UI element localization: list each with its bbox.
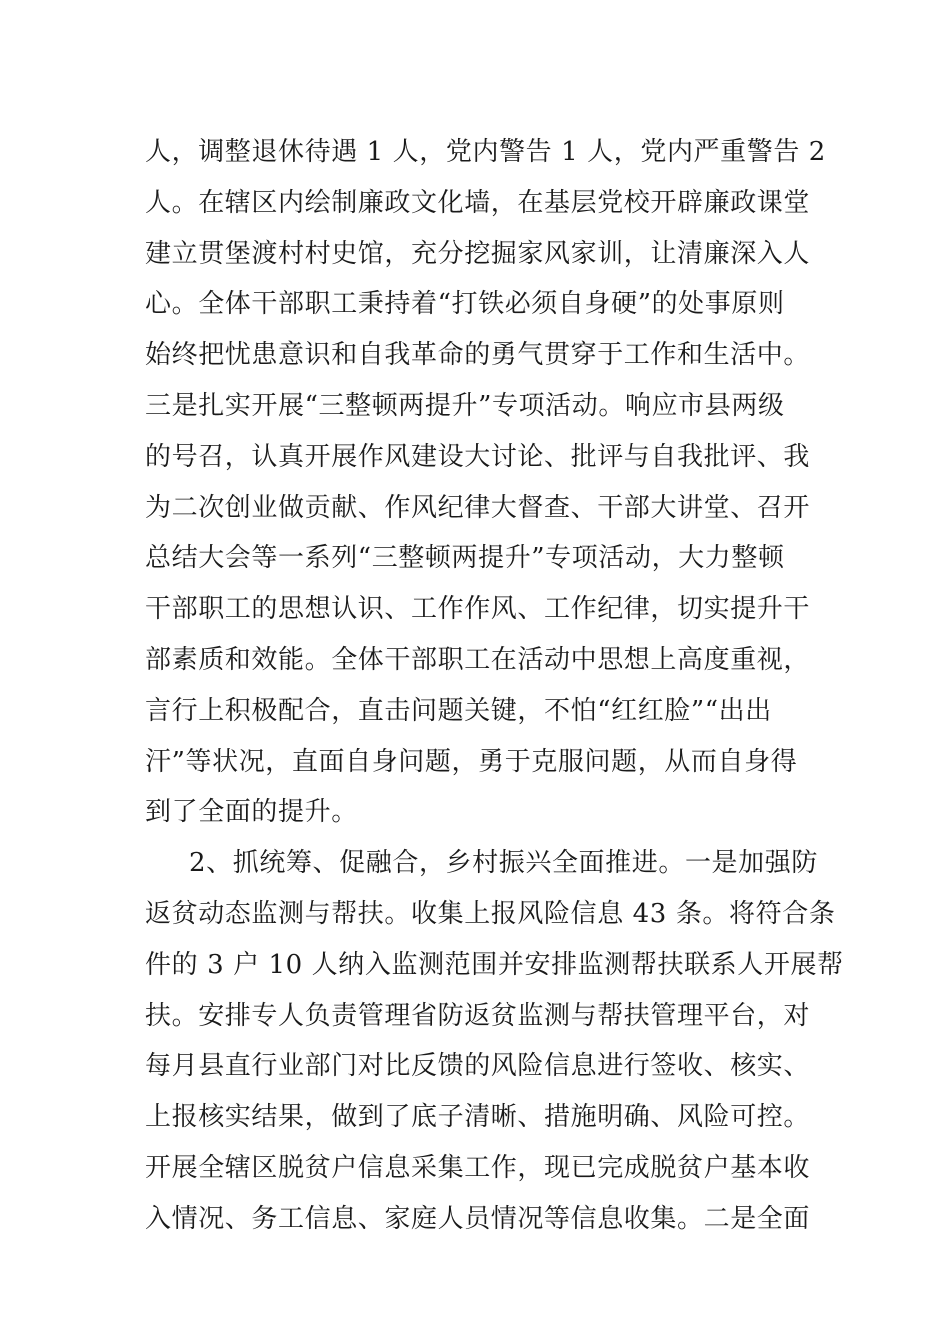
text-line: 人，调整退休待遇 1 人，党内警告 1 人，党内严重警告 2	[145, 137, 826, 167]
text-line: 心。全体干部职工秉持着“打铁必须自身硬”的处事原则	[145, 289, 785, 320]
text-line: 每月县直行业部门对比反馈的风险信息进行签收、核实、	[145, 1051, 811, 1082]
text-line: 建立贯堡渡村村史馆，充分挖掘家风家训，让清廉深入人	[145, 238, 811, 269]
text-line: 干部职工的思想认识、工作作风、工作纪律，切实提升干	[145, 594, 811, 625]
text-line: 始终把忧患意识和自我革命的勇气贯穿于工作和生活中。	[145, 340, 811, 371]
text-line: 人。在辖区内绘制廉政文化墙，在基层党校开辟廉政课堂	[145, 187, 811, 218]
body-text	[145, 127, 844, 1245]
text-line: 扶。安排专人负责管理省防返贫监测与帮扶管理平台，对	[145, 1000, 811, 1031]
text-line: 入情况、务工信息、家庭人员情况等信息收集。二是全面	[145, 1203, 811, 1234]
text-line: 到了全面的提升。	[145, 797, 358, 828]
text-line: 三是扎实开展“三整顿两提升”专项活动。响应市县两级	[145, 390, 785, 421]
text-line: 部素质和效能。全体干部职工在活动中思想上高度重视，	[145, 644, 811, 675]
text-line: 为二次创业做贡献、作风纪律大督查、干部大讲堂、召开	[145, 492, 811, 523]
text-line: 汗”等状况，直面自身问题，勇于克服问题，从而自身得	[145, 746, 798, 777]
text-line: 件的 3 户 10 人纳入监测范围并安排监测帮扶联系人开展帮	[145, 949, 844, 980]
text-line: 开展全辖区脱贫户信息采集工作，现已完成脱贫户基本收	[145, 1152, 811, 1183]
text-line: 言行上积极配合，直击问题关键，不怕“红红脸”“出出	[145, 695, 772, 726]
text-line: 返贫动态监测与帮扶。收集上报风险信息 43 条。将符合条	[145, 898, 836, 929]
paragraph-start-line: 2、抓统筹、促融合，乡村振兴全面推进。一是加强防	[189, 848, 818, 879]
text-line: 上报核实结果，做到了底子清晰、措施明确、风险可控。	[145, 1102, 811, 1133]
text-line: 的号召，认真开展作风建设大讨论、批评与自我批评、我	[145, 441, 811, 472]
text-line: 总结大会等一系列“三整顿两提升”专项活动，大力整顿	[145, 543, 785, 574]
